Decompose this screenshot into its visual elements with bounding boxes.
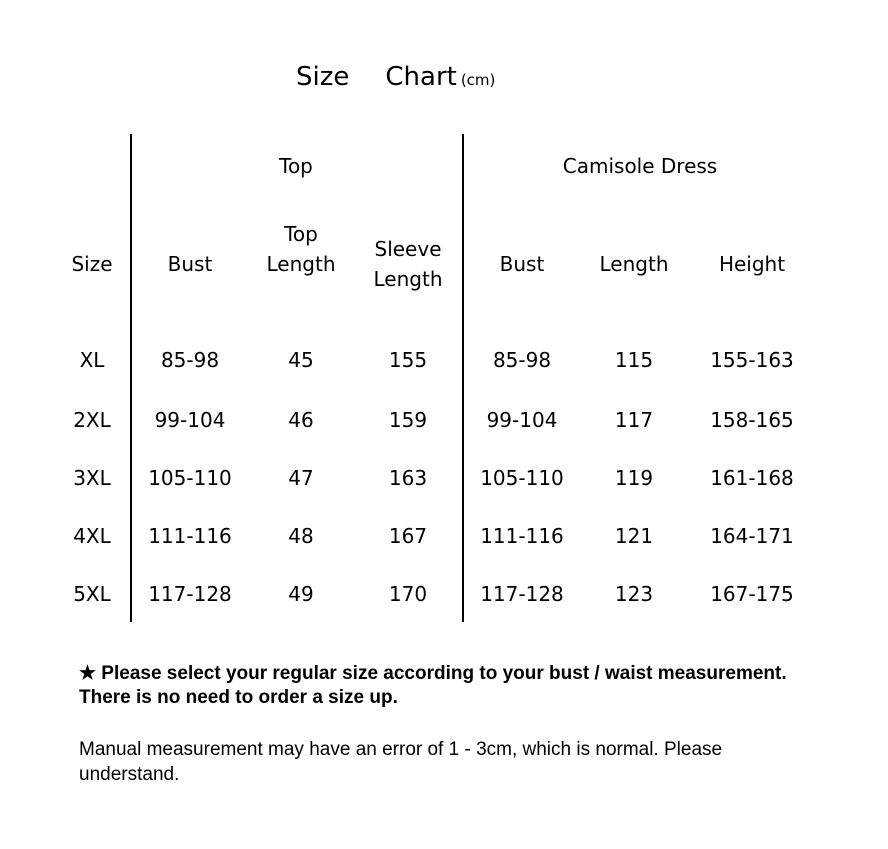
column-header-sleeve-length	[374, 234, 443, 294]
column-header-sleeve-length-line2: Length	[373, 267, 443, 291]
table-cell-top-length: 45	[288, 348, 314, 372]
column-divider-left	[130, 134, 132, 622]
table-cell-top-length: 48	[288, 524, 314, 548]
table-cell-top-bust: 99-104	[154, 408, 226, 432]
table-cell-sleeve-length: 155	[388, 348, 428, 372]
table-cell-size: 2XL	[73, 408, 111, 432]
column-header-dress-length: Length	[599, 252, 669, 276]
table-cell-dress-bust: 85-98	[492, 348, 552, 372]
table-cell-sleeve-length: 163	[388, 466, 428, 490]
table-cell-height: 161-168	[710, 466, 794, 490]
table-cell-dress-bust: 111-116	[480, 524, 564, 548]
table-cell-dress-length: 119	[614, 466, 654, 490]
table-cell-height: 167-175	[710, 582, 794, 606]
table-cell-top-length: 47	[288, 466, 314, 490]
size-advice-note: ★ Please select your regular size according to your bust / waist measurement. There is no need to order a size up.	[79, 663, 787, 708]
table-cell-height: 164-171	[710, 524, 794, 548]
column-header-sleeve-length-line1: Sleeve	[374, 237, 442, 261]
table-cell-size: XL	[79, 348, 105, 372]
table-cell-size: 5XL	[73, 582, 111, 606]
title-word-chart: Chart	[385, 62, 457, 92]
table-cell-dress-length: 115	[614, 348, 654, 372]
table-cell-dress-bust: 105-110	[480, 466, 564, 490]
column-divider-right	[462, 134, 464, 622]
table-cell-sleeve-length: 167	[388, 524, 428, 548]
table-cell-dress-length: 123	[614, 582, 654, 606]
column-header-dress-bust: Bust	[499, 252, 545, 276]
column-header-height: Height	[718, 252, 786, 276]
table-cell-dress-length: 121	[614, 524, 654, 548]
column-header-top-bust: Bust	[167, 252, 213, 276]
measurement-error-note: Manual measurement may have an error of 1 - 3cm, which is normal. Please understand.	[79, 739, 723, 785]
title-unit: (cm)	[460, 71, 496, 89]
table-cell-size: 4XL	[73, 524, 111, 548]
table-cell-dress-length: 117	[614, 408, 654, 432]
table-cell-dress-bust: 117-128	[480, 582, 564, 606]
group-header-camisole-dress: Camisole Dress	[562, 154, 718, 178]
table-cell-top-bust: 117-128	[148, 582, 232, 606]
column-header-size: Size	[71, 252, 113, 276]
table-cell-dress-bust: 99-104	[486, 408, 558, 432]
table-cell-top-length: 46	[288, 408, 314, 432]
column-header-top-length-line1: Top	[284, 222, 318, 246]
table-cell-height: 155-163	[710, 348, 794, 372]
table-cell-top-bust: 85-98	[160, 348, 220, 372]
table-cell-sleeve-length: 159	[388, 408, 428, 432]
table-cell-top-bust: 105-110	[148, 466, 232, 490]
title-word-size: Size	[296, 62, 350, 92]
table-cell-size: 3XL	[73, 466, 111, 490]
table-cell-sleeve-length: 170	[388, 582, 428, 606]
size-chart-title	[296, 62, 495, 92]
table-cell-top-bust: 111-116	[148, 524, 232, 548]
group-header-top: Top	[279, 154, 313, 178]
table-cell-height: 158-165	[710, 408, 794, 432]
column-header-top-length-line2: Length	[266, 252, 336, 276]
column-header-top-length	[267, 219, 336, 279]
table-cell-top-length: 49	[288, 582, 314, 606]
